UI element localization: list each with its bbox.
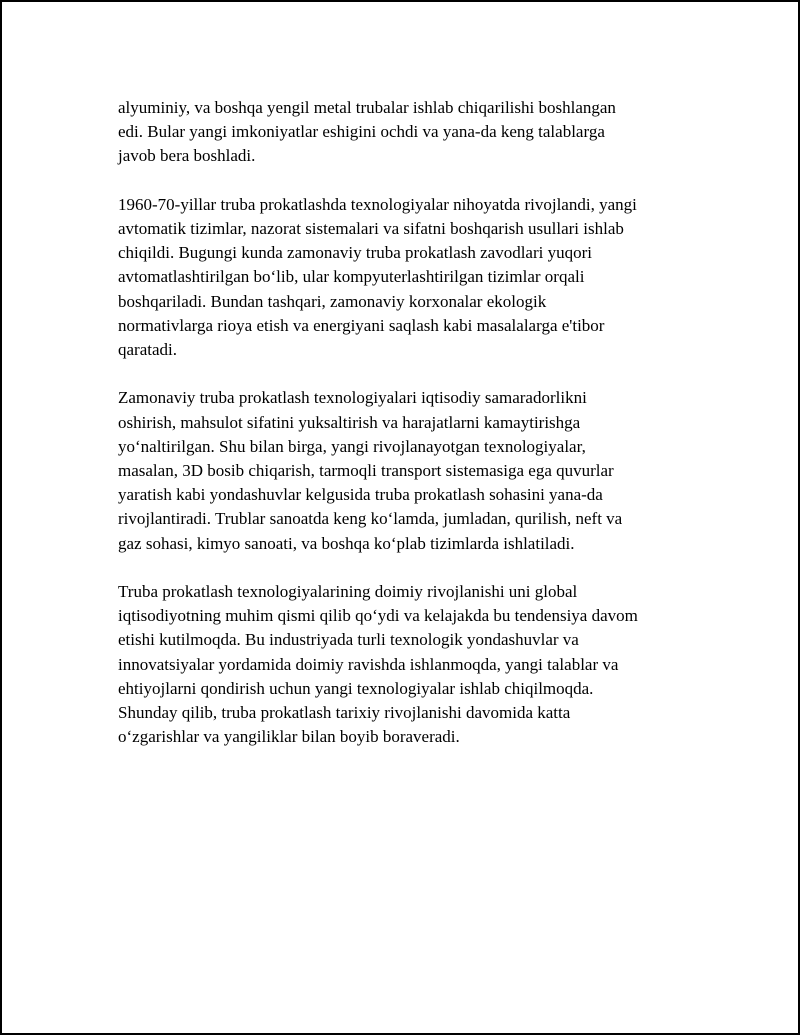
paragraph-1: alyuminiy, va boshqa yengil metal trubalar ishlab chiqarilishi boshlangan edi. Bular yangi imkoniyatlar eshigini ochdi va yana-da keng talablarga javob bera boshladi. bbox=[118, 98, 616, 166]
paragraph-3: Zamonaviy truba prokatlash texnologiyalari iqtisodiy samaradorlikni oshirish, mahsulot sifatini yuksaltirish va harajatlarni kamaytirishga yoʻnaltirilgan. Shu bilan birga, yangi rivojlanayotgan texnologiyalar, masalan, 3D bosib chiqarish, tarmoqli transport sistemasiga ega quvurlar yaratish kabi yondashuvlar kelgusida truba prokatlash sohasini yana-da rivojlantiradi. Trublar sanoatda keng koʻlamda, jumladan, qurilish, neft va gaz sohasi, kimyo sanoati, va boshqa koʻplab tizimlarda ishlatiladi. bbox=[118, 388, 623, 553]
document-body bbox=[118, 96, 698, 774]
paragraph-2: 1960-70-yillar truba prokatlashda texnologiyalar nihoyatda rivojlandi, yangi avtomatik tizimlar, nazorat sistemalari va sifatni boshqarish usullari ishlab chiqildi. Bugungi kunda zamonaviy truba prokatlash zavodlari yuqori avtomatlashtirilgan boʻlib, ular kompyuterlashtirilgan tizimlar orqali boshqariladi. Bundan tashqari, zamonaviy korxonalar ekologik normativlarga rioya etish va energiyani saqlash kabi masalalarga e'tibor qaratadi. bbox=[118, 194, 637, 360]
paragraph-4: Truba prokatlash texnologiyalarining doimiy rivojlanishi uni global iqtisodiyotning muhim qismi qilib qoʻydi va kelajakda bu tendensiya davom etishi kutilmoqda. Bu industriyada turli texnologik yondashuvlar va innovatsiyalar yordamida doimiy ravishda ishlanmoqda, yangi talablar va ehtiyojlarni qondirish uchun yangi texnologiyalar ishlab chiqilmoqda. Shunday qilib, truba prokatlash tarixiy rivojlanishi davomida katta oʻzgarishlar va yangiliklar bilan boyib boraveradi. bbox=[118, 582, 638, 747]
